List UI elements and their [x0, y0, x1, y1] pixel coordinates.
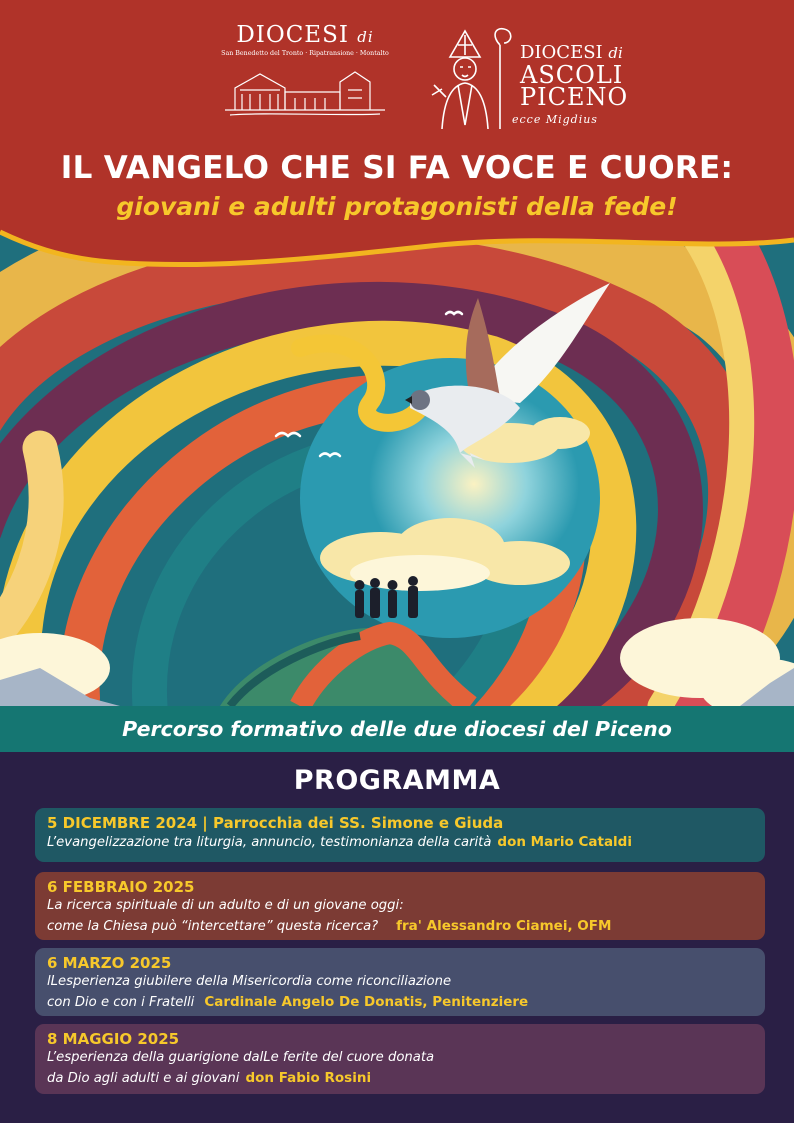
- header: [0, 0, 794, 275]
- event-card-3: [35, 948, 765, 1016]
- subtitle-band: Percorso formativo delle due diocesi del Piceno: [0, 706, 794, 752]
- bishop-saint-icon: [420, 25, 520, 135]
- event-description: L’esperienza della guarigione dalLe ferite del cuore donata: [47, 1050, 435, 1065]
- logo-right-line3: PICENO: [520, 83, 629, 111]
- event-speaker: fra' Alessandro Ciamei, OFM: [396, 918, 612, 934]
- logo-right-line2: ASCOLI: [520, 61, 624, 89]
- event-description: L’evangelizzazione tra liturgia, annuncio, testimonianza della carità: [47, 835, 492, 850]
- event-card-2: [35, 872, 765, 940]
- event-card-1: [35, 808, 765, 862]
- event-description: La ricerca spirituale di un adulto e di un giovane oggi:: [47, 898, 404, 913]
- swirl-dove-illustration: [0, 228, 794, 706]
- event-date: 6 FEBBRAIO 2025: [47, 878, 195, 896]
- page-title: IL VANGELO CHE SI FA VOCE E CUORE:: [60, 150, 734, 186]
- cathedral-drawing-icon: [220, 60, 390, 118]
- event-date: 5 DICEMBRE 2024 | Parrocchia dei SS. Simone e Giuda: [47, 814, 504, 832]
- event-description: con Dio e con i Fratelli: [47, 995, 195, 1010]
- logo-diocesi-san-benedetto: [210, 22, 400, 122]
- page-subtitle: giovani e adulti protagonisti della fede!: [116, 192, 678, 221]
- logo-left-name: DIOCESI: [236, 22, 349, 48]
- event-speaker: don Mario Cataldi: [497, 834, 632, 850]
- event-speaker: don Fabio Rosini: [245, 1070, 372, 1086]
- logo-right-line1: DIOCESI: [520, 42, 603, 63]
- logo-left-places: San Benedetto del Tronto · Ripatransione · Montalto: [221, 50, 389, 57]
- logo-left-suffix: di: [357, 28, 374, 46]
- event-description: da Dio agli adulti e ai giovani: [47, 1071, 240, 1086]
- logo-right-suffix: di: [608, 44, 623, 62]
- event-description: come la Chiesa può “intercettare” questa ricerca?: [47, 919, 379, 934]
- logo-right-motto: ecce Migdius: [512, 113, 598, 126]
- event-speaker: Cardinale Angelo De Donatis, Penitenziere: [204, 994, 529, 1010]
- event-card-4: [35, 1024, 765, 1094]
- event-description: lLesperienza giubilere della Misericordia come riconciliazione: [47, 974, 452, 989]
- event-date: 8 MAGGIO 2025: [47, 1030, 180, 1048]
- logo-diocesi-ascoli-piceno: [420, 25, 640, 135]
- programma-heading: PROGRAMMA: [293, 765, 501, 796]
- event-date: 6 MARZO 2025: [47, 954, 172, 972]
